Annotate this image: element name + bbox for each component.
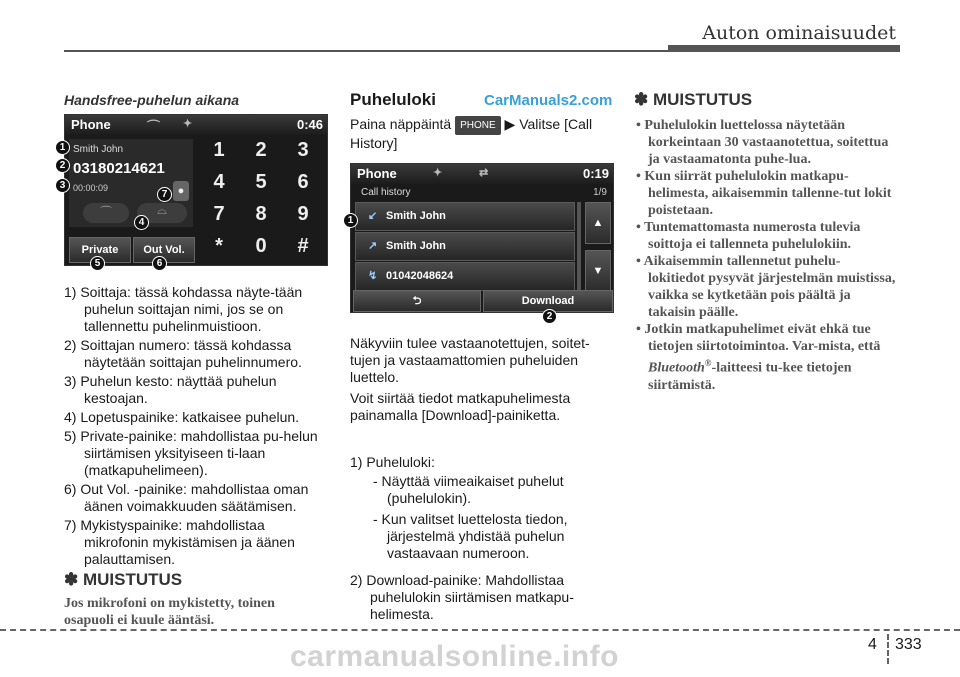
list-item: 3) Puhelun kesto: näyttää puhelun kestoajan. [64,373,277,406]
right-note-list [634,117,896,394]
bluetooth-icon: ✦ [433,167,443,179]
keypad-key[interactable]: 5 [255,171,267,193]
scrollbar[interactable] [577,202,581,290]
registered-mark: ® [704,358,712,368]
left-note-text: Jos mikrofoni on mykistetty, toinen osapuoli ei kuule ääntäsi. [64,596,275,628]
list-subitem: - Näyttää viimeaikaiset puhelut (puhelulokin). [373,473,564,506]
call-history-screen [350,163,614,313]
screen-time: 0:19 [582,166,609,181]
caller-panel [69,139,193,227]
callout-4: 4 [134,215,149,230]
list-title: Call history [361,187,411,198]
usb-icon: ⇄ [479,167,489,179]
keypad-key[interactable]: * [215,235,223,257]
download-button[interactable]: Download [483,290,613,312]
middle-para-1: Näkyviin tulee vastaanotettujen, soitet-tujen ja vastaamattomien puheluiden luettelo. [350,335,590,385]
out-vol-button[interactable]: Out Vol. [133,237,195,263]
list-item: 4) Lopetuspainike: katkaisee puhelun. [64,409,300,425]
screen-title: Phone [71,117,111,132]
phone-call-screen [64,114,328,266]
section-subheading: Handsfree-puhelun aikana [64,92,240,108]
section-title: Puheluloki [350,90,436,109]
screen-status-bar [351,164,613,184]
list-item: 2) Soittajan numero: tässä kohdassa näytetään soittajan puhelinnumero. [64,337,302,370]
screen-time: 0:46 [296,117,323,132]
footer-divider [887,634,889,664]
note-bullet-text: • Jotkin matkapuhelimet eivät ehkä tue tietojen siirtotoimintoa. Var-mista, että [636,322,881,354]
list-counter: 1/9 [593,187,607,198]
history-row-label: Smith John [386,210,446,222]
keypad-key[interactable]: 9 [297,203,309,225]
list-subitem: - Kun valitset luettelosta tiedon, järjestelmä yhdistää puhelun vastaavaan numeroon. [373,511,568,561]
callout-3: 3 [55,178,70,193]
list-item: 1) Soittaja: tässä kohdassa näyte-tään puhelun soittajan nimi, jos se on tallennettu puhelinmuistioon. [64,284,303,334]
mute-button[interactable]: ● [173,181,189,201]
call-handset-icon: ⌒ [83,203,129,223]
caller-name: Smith John [73,144,124,155]
footer-dashed-rule [0,629,960,631]
list-item: 2) Download-painike: Mahdollistaa puhelulokin siirtämisen matkapu-helimesta. [350,572,574,622]
callout-2: 2 [55,158,70,173]
incoming-call-icon: ↙ [368,210,378,222]
keypad-key[interactable]: 7 [213,203,225,225]
note-bullet: • Tuntemattomasta numerosta tulevia soittoja ei tallenneta puhelulokiin. [636,220,861,252]
list-item: 6) Out Vol. -painike: mahdollistaa oman äänen voimakkuuden säätämisen. [64,481,309,514]
signal-icon: ⌒ [147,119,161,134]
right-note-title: ✽ MUISTUTUS [634,90,753,109]
list-item: 7) Mykistyspainike: mahdollistaa mikrofonin mykistämisen ja äänen palauttamisen. [64,517,295,567]
note-bullet: • Puhelulokin luettelossa näytetään korkeintaan 30 vastaanotettua, soitettua ja vastaamatonta puhe-lua. [636,118,889,167]
chapter-number: 4 [868,636,877,653]
header-bar [668,45,900,52]
carmanuals-watermark: CarManuals2.com [484,92,613,109]
left-note-title: ✽ MUISTUTUS [64,570,183,589]
note-bullet: • Kun siirrät puhelulokin matkapu-helimesta, aikaisemmin tallenne-tut lokit poistetaan. [636,169,892,218]
bluetooth-icon: ✦ [183,118,193,130]
caller-number: 03180214621 [73,160,165,177]
history-row[interactable] [355,232,575,261]
callout-5: 5 [90,256,105,271]
intro-select-text: ▶ Valitse [Call History] [350,116,593,151]
outgoing-call-icon: ↗ [368,240,378,252]
list-item: 5) Private-painike: mahdollistaa pu-helun siirtämisen yksityiseen ti-laan (matkapuhelimeen). [64,428,318,478]
middle-intro [350,116,612,152]
history-row[interactable] [355,202,575,231]
site-watermark: carmanualsonline.info [290,640,619,673]
keypad [197,137,325,263]
callout-6: 6 [152,256,167,271]
middle-para-2: Voit siirtää tiedot matkapuhelimesta painamalla [Download]-painiketta. [350,390,571,423]
keypad-key[interactable]: 4 [213,171,225,193]
bluetooth-word: Bluetooth [648,360,705,376]
keypad-key[interactable]: 2 [255,139,267,161]
history-row-label: 01042048624 [386,270,454,282]
keypad-key[interactable]: 1 [213,139,225,161]
callout-7: 7 [157,187,172,202]
callout-1: 1 [343,213,358,228]
screen-title: Phone [357,166,397,181]
callout-1: 1 [55,140,70,155]
call-duration: 00:00:09 [73,183,109,193]
note-bullet: • Aikaisemmin tallennetut puhelu-lokitiedot pysyvät järjestelmän muistissa, vaikka se kytketään pois päältä ja takaisin päälle. [636,254,896,320]
keypad-key[interactable]: 6 [297,171,309,193]
note-bullet-last [634,321,896,394]
callout-2: 2 [542,309,557,324]
scroll-down-button[interactable]: ▼ [585,250,611,292]
keypad-key[interactable]: 0 [255,235,267,257]
screen-status-bar [65,115,327,135]
left-items-list [64,284,326,570]
intro-text: Paina näppäintä [350,116,452,132]
scroll-up-button[interactable]: ▲ [585,202,611,244]
middle-items-list [350,454,612,625]
keypad-key[interactable]: # [297,235,309,257]
page-number: 333 [895,636,922,653]
keypad-key[interactable]: 8 [255,203,267,225]
history-row[interactable] [355,262,575,291]
list-item: 1) Puheluloki: [350,454,435,470]
private-button[interactable]: Private [69,237,131,263]
note-bullet-text-end: -laitteesi tu-kee tietojen siirtämistä. [648,360,852,393]
header-title: Auton ominaisuudet [702,22,896,44]
keypad-key[interactable]: 3 [297,139,309,161]
missed-call-icon: ↯ [368,270,378,282]
back-button[interactable]: ⮌ [353,290,481,312]
end-call-button[interactable]: ⌓ [137,203,187,223]
phone-key-badge: PHONE [455,116,501,135]
history-row-label: Smith John [386,240,446,252]
